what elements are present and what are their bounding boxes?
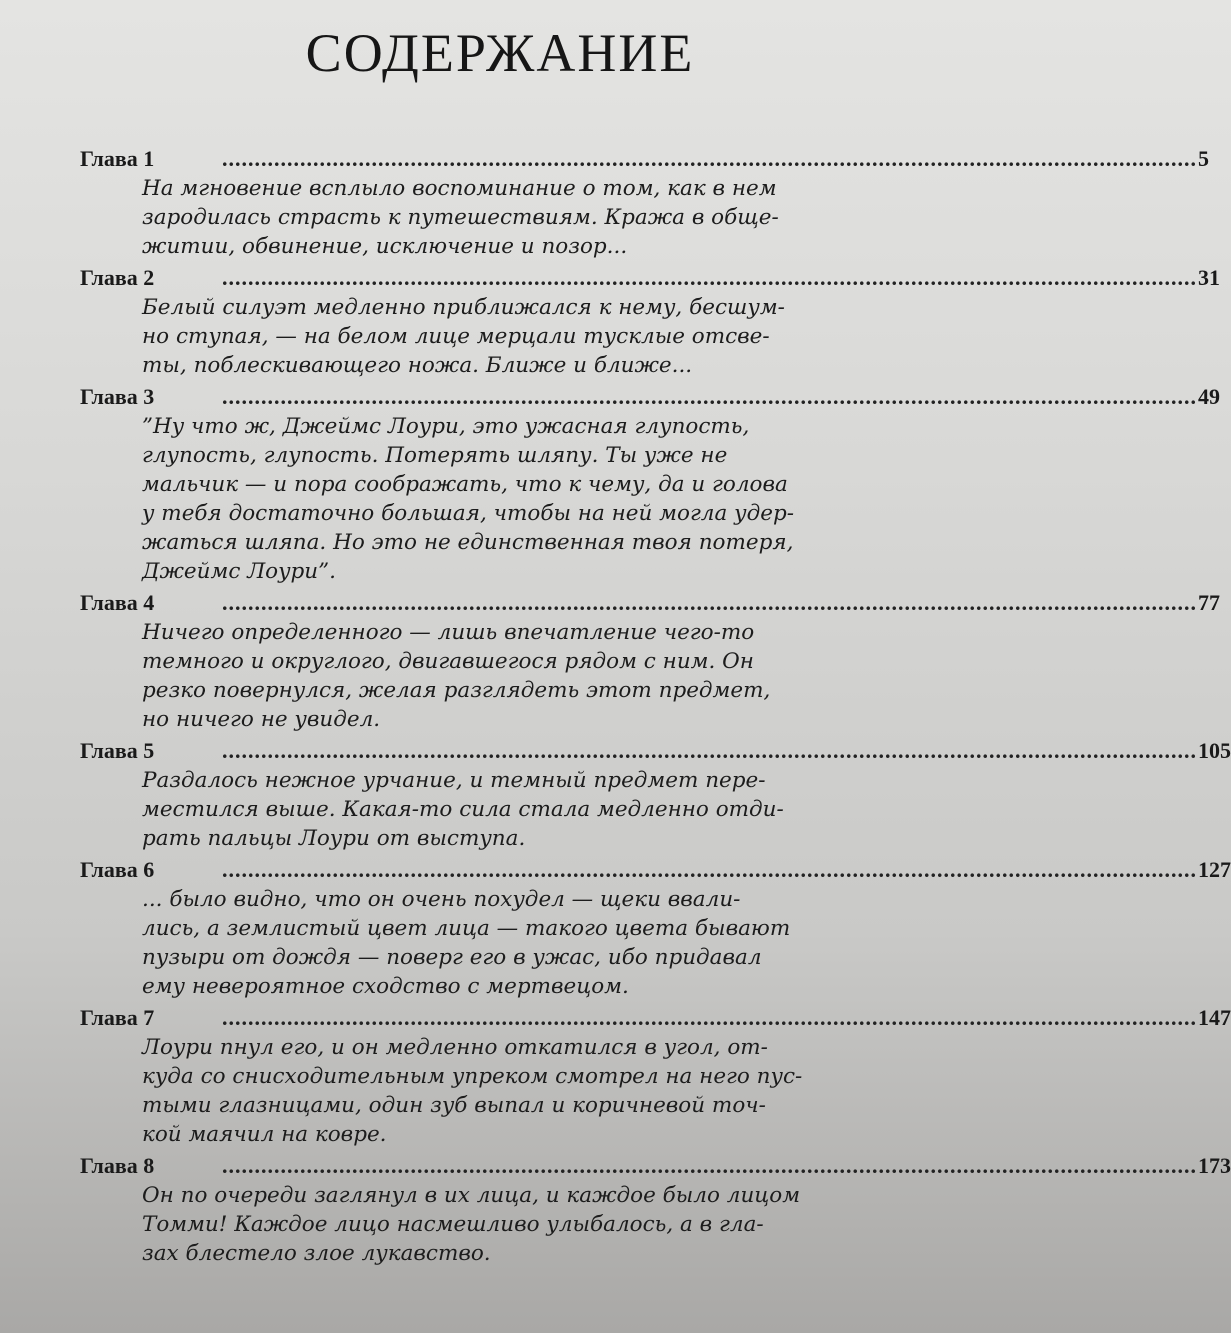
chapter-page-number: 5 — [1198, 146, 1209, 171]
toc-entry-chapter-8 — [80, 1151, 1231, 1270]
chapter-heading — [80, 855, 1231, 885]
dot-leader: ...................................................................................................................................................... — [222, 146, 1197, 171]
excerpt-line: На мгновение всплыло воспоминание о том, как в нем — [142, 176, 777, 201]
chapter-page-number: 147 — [1198, 1005, 1231, 1030]
excerpt-line: ”Ну что ж, Джеймс Лоури, это ужасная глупость, — [142, 414, 750, 439]
excerpt-line: зах блестело злое лукавство. — [142, 1241, 491, 1266]
chapter-label: Глава 5 — [80, 738, 155, 763]
toc-entry-chapter-3 — [80, 382, 1220, 588]
chapter-label: Глава 1 — [80, 146, 155, 171]
excerpt-line: Лоури пнул его, и он медленно откатился в угол, от- — [142, 1035, 768, 1060]
chapter-heading — [80, 263, 1220, 293]
chapter-page-number: 105 — [1198, 738, 1231, 763]
excerpt-line: Томми! Каждое лицо насмешливо улыбалось, а в гла- — [142, 1212, 764, 1237]
toc-entry-chapter-6 — [80, 855, 1231, 1003]
toc-entry-chapter-2 — [80, 263, 1220, 382]
dot-leader: ...................................................................................................................................................... — [222, 738, 1197, 763]
chapter-label: Глава 3 — [80, 384, 155, 409]
excerpt-line: Белый силуэт медленно приближался к нему, бесшум- — [142, 295, 785, 320]
excerpt-line: Раздалось нежное урчание, и темный предмет пере- — [142, 768, 766, 793]
excerpt-line: у тебя достаточно большая, чтобы на ней могла удер- — [142, 501, 795, 526]
toc-entry-chapter-7 — [80, 1003, 1231, 1151]
chapter-heading — [80, 736, 1231, 766]
chapter-excerpt — [142, 618, 842, 736]
excerpt-line: темного и округлого, двигавшегося рядом с ним. Он — [142, 649, 754, 674]
chapter-heading — [80, 382, 1220, 412]
dot-leader: ...................................................................................................................................................... — [222, 590, 1197, 615]
excerpt-line: Он по очереди заглянул в их лица, и каждое было лицом — [142, 1183, 801, 1208]
excerpt-line: зародилась страсть к путешествиям. Кража в обще- — [142, 205, 779, 230]
dot-leader: ...................................................................................................................................................... — [222, 857, 1197, 882]
excerpt-line: кой маячил на ковре. — [142, 1122, 387, 1147]
chapter-page-number: 49 — [1198, 384, 1220, 409]
dot-leader: ...................................................................................................................................................... — [222, 265, 1197, 290]
chapter-heading — [80, 1003, 1231, 1033]
table-of-contents — [80, 144, 1231, 1270]
excerpt-line: но ступая, — на белом лице мерцали тусклые отсве- — [142, 324, 770, 349]
chapter-label: Глава 6 — [80, 857, 155, 882]
excerpt-line: рать пальцы Лоури от выступа. — [142, 826, 526, 851]
chapter-excerpt — [142, 293, 842, 382]
excerpt-line: местился выше. Какая-то сила стала медленно отди- — [142, 797, 784, 822]
chapter-heading — [80, 1151, 1231, 1181]
excerpt-line: пузыри от дождя — поверг его в ужас, ибо придавал — [142, 945, 762, 970]
excerpt-line: лись, а землистый цвет лица — такого цвета бывают — [142, 916, 791, 941]
chapter-page-number: 127 — [1198, 857, 1231, 882]
chapter-label: Глава 8 — [80, 1153, 155, 1178]
excerpt-line: резко повернулся, желая разглядеть этот предмет, — [142, 678, 771, 703]
chapter-excerpt — [142, 412, 842, 588]
toc-entry-chapter-4 — [80, 588, 1220, 736]
page-title: СОДЕРЖАНИЕ — [305, 23, 695, 83]
chapter-excerpt — [142, 766, 842, 855]
chapter-excerpt — [142, 1033, 842, 1151]
toc-entry-chapter-1 — [80, 144, 1209, 263]
excerpt-line: житии, обвинение, исключение и позор... — [142, 234, 628, 259]
chapter-excerpt — [142, 174, 842, 263]
excerpt-line: ты, поблескивающего ножа. Ближе и ближе... — [142, 353, 693, 378]
excerpt-line: мальчик — и пора соображать, что к чему, да и голова — [142, 472, 788, 497]
chapter-label: Глава 2 — [80, 265, 155, 290]
chapter-page-number: 173 — [1198, 1153, 1231, 1178]
toc-entry-chapter-5 — [80, 736, 1231, 855]
excerpt-line: глупость, глупость. Потерять шляпу. Ты уже не — [142, 443, 728, 468]
chapter-label: Глава 4 — [80, 590, 155, 615]
excerpt-line: тыми глазницами, один зуб выпал и коричневой точ- — [142, 1093, 766, 1118]
excerpt-line: но ничего не увидел. — [142, 707, 381, 732]
excerpt-line: куда со снисходительным упреком смотрел на него пус- — [142, 1064, 803, 1089]
excerpt-line: Ничего определенного — лишь впечатление чего-то — [142, 620, 755, 645]
chapter-excerpt — [142, 885, 842, 1003]
excerpt-line: Джеймс Лоури”. — [142, 559, 336, 584]
excerpt-line: ... было видно, что он очень похудел — щеки ввали- — [142, 887, 741, 912]
dot-leader: ...................................................................................................................................................... — [222, 1153, 1197, 1178]
chapter-excerpt — [142, 1181, 842, 1270]
dot-leader: ...................................................................................................................................................... — [222, 384, 1197, 409]
excerpt-line: жаться шляпа. Но это не единственная твоя потеря, — [142, 530, 794, 555]
excerpt-line: ему невероятное сходство с мертвецом. — [142, 974, 629, 999]
chapter-heading — [80, 588, 1220, 618]
chapter-label: Глава 7 — [80, 1005, 155, 1030]
chapter-page-number: 77 — [1198, 590, 1220, 615]
dot-leader: ...................................................................................................................................................... — [222, 1005, 1197, 1030]
chapter-heading — [80, 144, 1209, 174]
chapter-page-number: 31 — [1198, 265, 1220, 290]
